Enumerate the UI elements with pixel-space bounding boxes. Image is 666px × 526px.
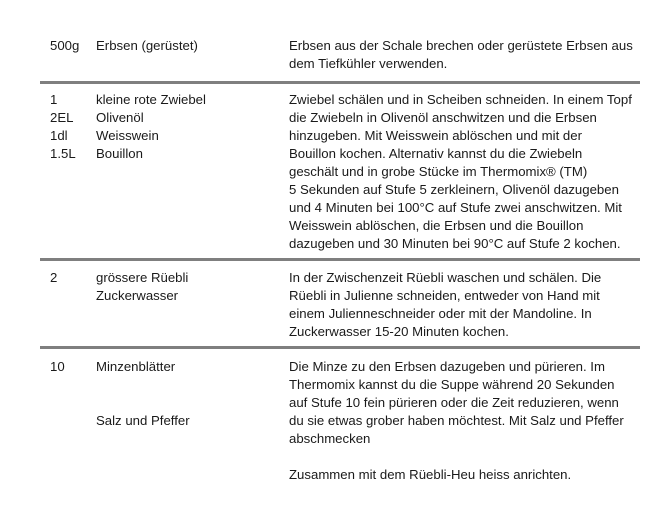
instruction-column bbox=[289, 37, 641, 73]
ingredient-column bbox=[96, 269, 276, 305]
ingredient: Zuckerwasser bbox=[96, 288, 179, 303]
instruction-column bbox=[289, 269, 641, 341]
ingredient: grössere Rüebli bbox=[96, 270, 189, 285]
ingredient-column bbox=[96, 37, 276, 55]
instruction-line: geschält und in grobe Stücke im Thermomix® (TM) bbox=[289, 164, 588, 179]
instruction-line: Zuckerwasser 15-20 Minuten kochen. bbox=[289, 324, 509, 339]
ingredient: Erbsen (gerüstet) bbox=[96, 38, 198, 53]
quantity-column bbox=[50, 37, 94, 55]
ingredient-column bbox=[96, 358, 276, 430]
instruction-line: hinzugeben. Mit Weisswein ablöschen und mit der bbox=[289, 128, 582, 143]
ingredient: Bouillon bbox=[96, 146, 143, 161]
section-divider bbox=[40, 346, 640, 349]
quantity: 2EL bbox=[50, 110, 74, 125]
quantity-column bbox=[50, 358, 94, 376]
ingredient: Minzenblätter bbox=[96, 359, 176, 374]
quantity: 500g bbox=[50, 38, 80, 53]
quantity: 1 bbox=[50, 92, 58, 107]
ingredient: kleine rote Zwiebel bbox=[96, 92, 206, 107]
instruction-line: und 4 Minuten bei 100°C auf Stufe zwei anschwitzen. Mit bbox=[289, 200, 622, 215]
instruction-line: dem Tiefkühler verwenden. bbox=[289, 56, 448, 71]
instruction-line: Rüebli in Julienne schneiden, entweder von Hand mit bbox=[289, 288, 600, 303]
instruction-line: einem Julienneschneider oder mit der Mandoline. In bbox=[289, 306, 592, 321]
instruction-line: abschmecken bbox=[289, 431, 371, 446]
ingredient: Weisswein bbox=[96, 128, 159, 143]
serving-note: Zusammen mit dem Rüebli-Heu heiss anrichten. bbox=[289, 467, 572, 482]
instruction-line: In der Zwischenzeit Rüebli waschen und schälen. Die bbox=[289, 270, 602, 285]
instruction-line: die Zwiebeln in Olivenöl anschwitzen und die Erbsen bbox=[289, 110, 597, 125]
instruction-column bbox=[289, 358, 641, 484]
instruction-line: Die Minze zu den Erbsen dazugeben und pürieren. Im bbox=[289, 359, 605, 374]
quantity-column bbox=[50, 91, 94, 163]
instruction-column bbox=[289, 91, 641, 253]
instruction-line: Thermomix kannst du die Suppe während 20 Sekunden bbox=[289, 377, 615, 392]
quantity-column bbox=[50, 269, 94, 287]
quantity: 1dl bbox=[50, 128, 68, 143]
quantity: 10 bbox=[50, 359, 65, 374]
instruction-line: Bouillon kochen. Alternativ kannst du die Zwiebeln bbox=[289, 146, 583, 161]
ingredient: Olivenöl bbox=[96, 110, 144, 125]
instruction-line: Zwiebel schälen und in Scheiben schneiden. In einem Topf bbox=[289, 92, 632, 107]
ingredient-column bbox=[96, 91, 276, 163]
instruction-line: Weisswein ablöschen, die Erbsen und die Bouillon bbox=[289, 218, 584, 233]
instruction-line: auf Stufe 10 fein pürieren oder die Zeit reduzieren, wenn bbox=[289, 395, 619, 410]
section-divider bbox=[40, 258, 640, 261]
instruction-line: dazugeben und 30 Minuten bei 90°C auf Stufe 2 kochen. bbox=[289, 236, 621, 251]
quantity: 2 bbox=[50, 270, 58, 285]
instruction-line: du sie etwas grober haben möchtest. Mit Salz und Pfeffer bbox=[289, 413, 624, 428]
instruction-line: 5 Sekunden auf Stufe 5 zerkleinern, Olivenöl dazugeben bbox=[289, 182, 619, 197]
quantity: 1.5L bbox=[50, 146, 76, 161]
ingredient: Salz und Pfeffer bbox=[96, 413, 190, 428]
instruction-line: Erbsen aus der Schale brechen oder gerüstete Erbsen aus bbox=[289, 38, 633, 53]
section-divider bbox=[40, 81, 640, 84]
